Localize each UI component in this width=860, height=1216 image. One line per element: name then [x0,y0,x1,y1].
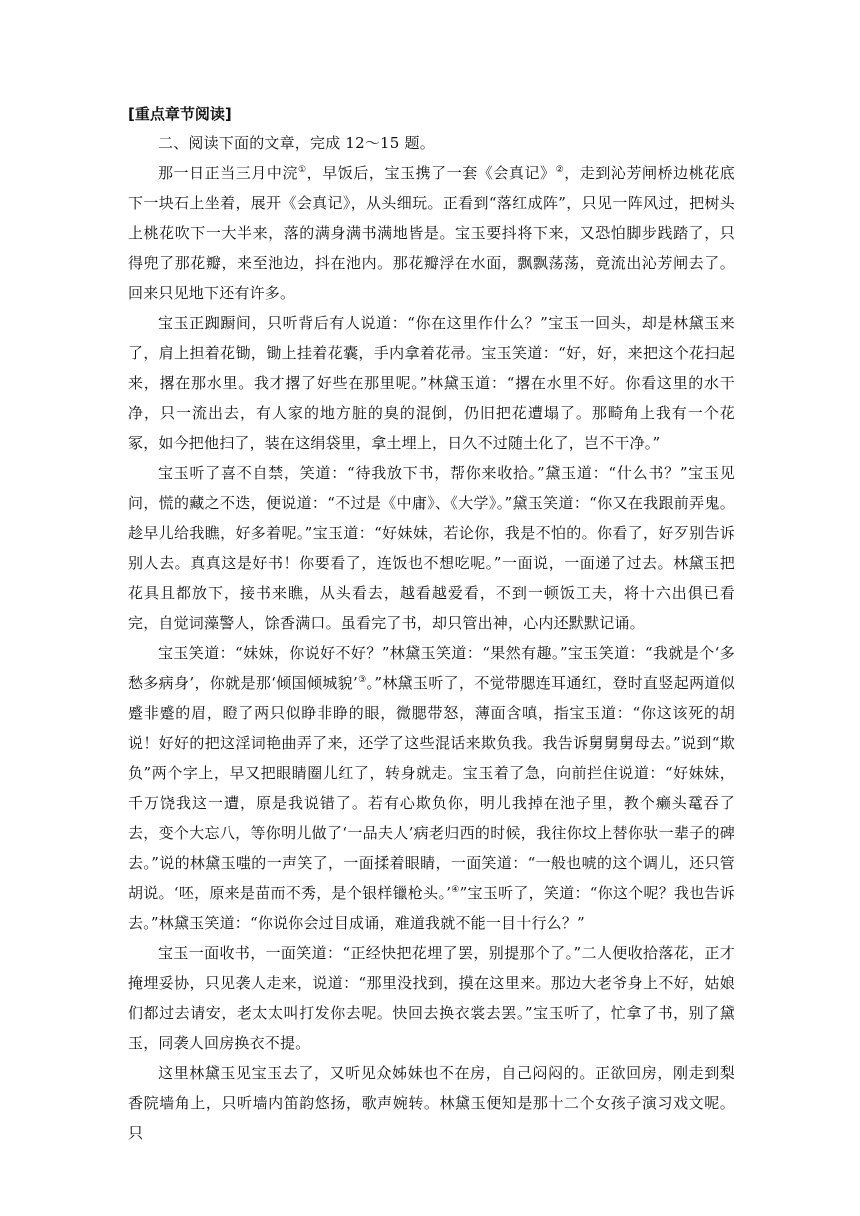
paragraph-6 [128,1058,735,1148]
paragraph-text: 宝玉听了喜不自禁，笑道：“待我放下书，帮你来收拾。”黛玉道：“什么书？”宝玉见问，慌的藏之不迭，便说道：“不过是《中庸》、《大学》。”黛玉笑道：“你又在我跟前弄鬼。趁早儿给我瞧，好多着呢。”宝玉道：“好妹妹，若论你，我是不怕的。你看了，好歹别告诉别人去。真真这是好书！你要看了，连饭也不想吃呢。”一面说，一面递了过去。林黛玉把花具且都放下，接书来瞧，从头看去，越看越爱看，不到一顿饭工夫，将十六出俱已看完，自觉词藻警人，馀香满口。虽看完了书，却只管出神，心内还默默记诵。 [128,464,735,632]
footnote-marker: ④ [451,885,460,895]
paragraph-text: 。”林黛玉听了，不觉带腮连耳通红，登时直竖起两道似蹙非蹙的眉，瞪了两只似睁非睁的眼，微腮带怒，薄面含嗔，指宝玉道：“你这该死的胡说！好好的把这淫词艳曲弄了来，还学了这些混话来欺负我。我告诉舅舅舅母去。”说到“欺负”两个字上，早又把眼睛圈儿红了，转身就走。宝玉着了急，向前拦住说道：“好妹妹，千万饶我这一遭，原是我说错了。若有心欺负你，明儿我掉在池子里，教个癞头鼋吞了去，变个大忘八，等你明儿做了‘一品夫人’病老归西的时候，我往你坟上替你驮一辈子的碑去。”说的林黛玉嗤的一声笑了，一面揉着眼睛，一面笑道：“一般也唬的这个调儿，还只管胡说。‘呸，原来是苗而不秀，是个银样镴枪头。’ [128,674,735,902]
paragraph-text: 宝玉一面收书，一面笑道：“正经快把花埋了罢，别提那个了。”二人便收拾落花，正才掩埋妥协，只见袭人走来，说道：“那里没找到，摸在这里来。那边大老爷身上不好，姑娘们都过去请安，老太太叫打发你去呢。快回去换衣裳去罢。”宝玉听了，忙拿了书，别了黛玉，同袭人回房换衣不提。 [128,944,735,1052]
paragraph-text: 那一日正当三月中浣 [158,164,299,182]
footnote-marker: ③ [357,675,367,685]
paragraph-1 [128,158,735,308]
footnote-marker: ① [298,165,307,175]
paragraph-text: ”宝玉听了，笑道：“你这个呢？我也告诉去。”林黛玉笑道：“你说你会过目成诵，难道我就不能一目十行么？” [128,884,736,932]
question-instruction: 二、阅读下面的文章，完成 12～15 题。 [158,134,435,152]
paragraph-text: 宝玉笑道：“妹妹，你说好不好？”林黛玉笑道：“果然有趣。”宝玉笑道：“我就是个‘多愁多病身’，你就是那‘倾国倾城貌’ [128,644,735,692]
paragraph-3 [128,458,735,638]
section-title: [重点章节阅读] [128,105,232,123]
paragraph-text: 宝玉正踟蹰间，只听背后有人说道：“你在这里作什么？”宝玉一回头，却是林黛玉来了，肩上担着花锄，锄上挂着花囊，手内拿着花帚。宝玉笑道：“好，好，来把这个花扫起来，撂在那水里。我才撂了好些在那里呢。”林黛玉道：“撂在水里不好。你看这里的水干净，只一流出去，有人家的地方脏的臭的混倒，仍旧把花遭塌了。那畸角上我有一个花冢，如今把他扫了，装在这绢袋里，拿土埋上，日久不过随土化了，岂不干净。” [128,314,735,452]
paragraph-2 [128,308,735,458]
paragraph-5 [128,938,735,1058]
paragraph-text: ，早饭后，宝玉携了一套《会真记》 [306,164,556,182]
paragraph-text: ，走到沁芳闸桥边桃花底下一块石上坐着，展开《会真记》，从头细玩。正看到“落红成阵”，只见一阵风过，把树头上桃花吹下一大半来，落的满身满书满地皆是。宝玉要抖将下来，又恐怕脚步践踏了，只得兜了那花瓣，来至池边，抖在池内。那花瓣浮在水面，飘飘荡荡，竟流出沁芳闸去了。回来只见地下还有许多。 [128,164,736,302]
paragraph-text: 这里林黛玉见宝玉去了，又听见众姊妹也不在房，自己闷闷的。正欲回房，刚走到梨香院墙角上，只听墙内笛韵悠扬，歌声婉转。林黛玉便知是那十二个女孩子演习戏文呢。只 [128,1064,735,1142]
paragraph-4 [128,638,735,938]
footnote-marker: ② [555,165,565,175]
